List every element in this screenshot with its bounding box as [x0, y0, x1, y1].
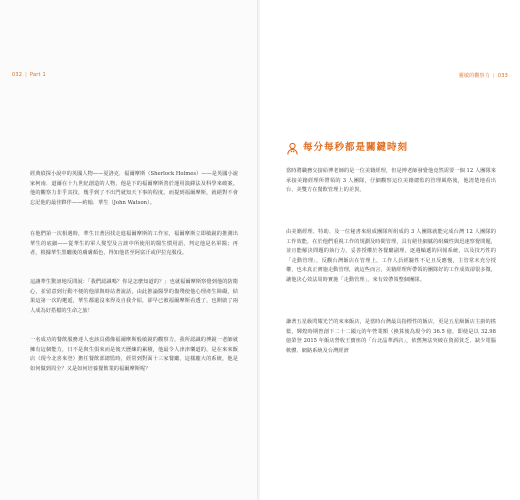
right-paragraph-1: 當時將職務交接給博老師的是一位美籍經理，但是博老師發覺他竟然需要一個 12 人團隊來承接美籍經理所帶領的 3 人團隊，仔細觀察這位美籍總監的管理風格後，他清楚地看出台、美雙方在餐飲管理上的差異。: [286, 168, 496, 193]
right-folio: [459, 72, 508, 79]
left-folio: [12, 72, 46, 78]
right-page-number: 033: [497, 73, 508, 79]
person-bowtie-icon: [286, 140, 299, 153]
left-paragraph-3: 這讓華生驚訝地反問說：「我們認識嗎？你是怎麼知道的？」也就福爾摩斯察覺到他的防衛心，並留意到行動不便的他卻與時站著說話，由此推論醫學的傷殘使他心理產生障礙，結果這第一次的邂逅，華生都還沒來得及自我介紹，卻早已被福爾摩斯看透了，也開啟了兩人成為好搭檔的生命之旅！: [30, 279, 238, 314]
left-page-number: 032: [12, 72, 23, 78]
left-paragraph-4: 一名成功的餐飲服務達人也該具備像福爾摩斯般敏銳的觀察力，我所認識的博銳一老師就擁有這個能力，日不是與生俱來而是後天歷練的累積，他最令人津津樂道的，是在來來飯店（現今北喜來登）擔任餐飲部總監時，經常到對面十三家餐廳，這樣龐大的系統，他是如何做到周全？又是如何培養餐飲業的福爾摩斯呢？: [30, 337, 238, 372]
folio-separator: |: [492, 73, 495, 79]
left-paragraph-2: 在他們第一次相遇時，華生日著因找走進福爾摩斯的工作室，福爾摩斯立即敏銳的推測出華生的底細——從華生的軍人髮型及言談中所使用的醫生慣用語，判定他是名軍醫；再者，根據華生黑曬後的膚膚顏色，得知他甚至阿富汗或伊拉克服役。: [30, 231, 238, 256]
left-paragraph-1: 經典偵探小說中的英國人物——夏洛克．福爾摩斯（Sherlock Holmes）——是英國小說家柯南．道爾在十九世紀創造的人物，他是下的福爾摩斯善於運用演繹法及科學來破案。他的觀察力非乎其技，幾乎到了不出門就知天下事的程度。而提到福爾摩斯，就絕對不會忘記他的最佳夥伴——約翰．華生（John Watson）。: [30, 171, 238, 206]
right-paragraph-2: 由美籍經理、特助、及一位秘書來組成團隊所組成的 3 人團隊就能完成台灣 12 人團隊的工作效能，在於他們重視工作的規劃及時間管理，具有絕佳細膩的組織性與迅速察覺問題，並且能解決問題的執行力，妥善授權於各餐廳副理，逐週輪遞的回報系統，以及技巧性的「走動管理」，反觀台灣飯店在管理上，工作人員經驗性不足且反應慢，主管常未充分授權，也未真正實施走動管理，就這些而言，美籍經理所帶領的團隊好的工作成效卻很多微，讓他決心效法周時實施「走動管理」，來有效帶領整個團隊。: [286, 229, 496, 283]
section-heading-text: 每分每秒都是關鍵時刻: [303, 142, 409, 153]
left-page: [0, 0, 258, 500]
right-paragraph-3: 謙著五星級閃耀光芒的來來飯店，是當時台灣最具指標性的飯店，更是五星級飯店主廚的搖籃，輝煌時期曾創下二十二國元的年營業額（換算後為現今的 36.5 億，即使是以 32.98 億榮登 2015 年飯店營收王寶座的「台北晶華酒店」，依舊無法突破在資源貧乏、缺少電腦軟體、網路系統及台灣經濟: [286, 319, 496, 354]
folio-separator: |: [25, 72, 28, 78]
chapter-title: 靈敏的觀察力: [458, 73, 490, 79]
part-label: Part 1: [30, 72, 46, 78]
section-heading: [286, 138, 408, 154]
